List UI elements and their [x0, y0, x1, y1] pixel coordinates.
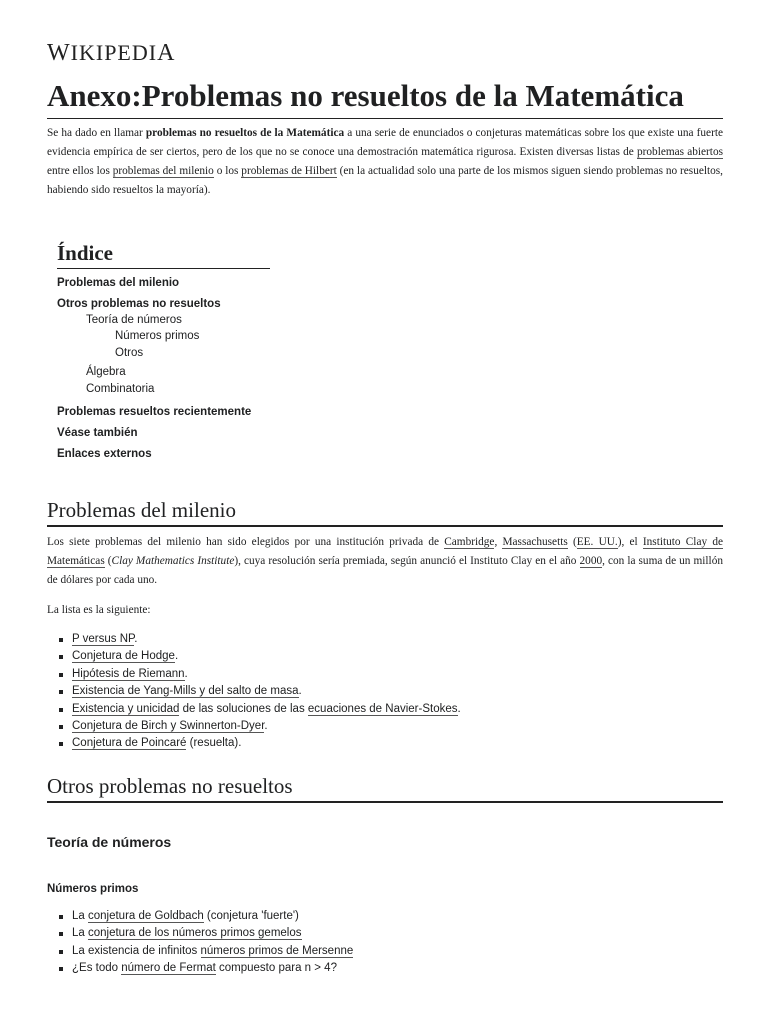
- milenio-text: (: [567, 536, 577, 548]
- toc-item-vease-tambien[interactable]: Véase también: [57, 427, 138, 439]
- list-item: [47, 666, 461, 683]
- logo-letter-a: A: [157, 40, 176, 66]
- list-item: [47, 735, 461, 752]
- bullet-marker: [59, 967, 63, 971]
- milenio-text: , con la suma de un millón de dólares por cada uno.: [47, 555, 723, 586]
- toc-item-resueltos-recientemente[interactable]: Problemas resueltos recientemente: [57, 406, 252, 418]
- bullet-marker: [59, 708, 63, 712]
- bullet-marker: [59, 690, 63, 694]
- list-item-text: La: [72, 927, 88, 940]
- clay-institute-italic: Clay Mathematics Institute: [111, 555, 235, 567]
- intro-text: entre ellos los: [47, 165, 113, 177]
- milenio-list-intro: La lista es la siguiente:: [47, 604, 151, 616]
- bullet-marker: [59, 638, 63, 642]
- list-item-text: (resuelta).: [186, 737, 242, 750]
- list-item: [47, 631, 461, 648]
- page-title: Anexo:Problemas no resueltos de la Matemática: [47, 76, 723, 119]
- milenio-text: (: [104, 555, 112, 567]
- link-numero-de-fermat[interactable]: número de Fermat: [121, 962, 216, 975]
- logo-letters: IKIPEDI: [70, 40, 158, 65]
- intro-text: a una serie de enunciados o conjeturas matemáticas sobre los que existe una fuerte evidencia empírica de ser ciertos, pero de los que no se conoce una demostración matemática rigurosa. Existen diversas listas de: [47, 127, 723, 158]
- bullet-marker: [59, 673, 63, 677]
- link-p-versus-np[interactable]: P versus NP: [72, 633, 135, 645]
- milenio-problem-list: [47, 631, 461, 753]
- logo-letter-w: W: [47, 40, 71, 66]
- wikipedia-logo[interactable]: [47, 40, 175, 67]
- bullet-marker: [59, 655, 63, 659]
- intro-text: (en la actualidad solo una parte de los mismos siguen siendo problemas no resueltos, habiendo sido resueltos la mayoría).: [47, 165, 723, 196]
- list-item-text: .: [457, 702, 461, 715]
- list-item: [47, 648, 461, 665]
- link-2000[interactable]: 2000: [579, 555, 603, 567]
- link-massachusetts[interactable]: Massachusetts: [502, 536, 568, 548]
- link-primos-de-mersenne[interactable]: números primos de Mersenne: [200, 944, 354, 957]
- toc-title: Índice: [57, 240, 270, 269]
- link-conjetura-de-hodge[interactable]: Conjetura de Hodge: [72, 650, 175, 663]
- milenio-paragraph: [47, 533, 723, 590]
- link-birch-swinnerton-dyer[interactable]: Conjetura de Birch y Swinnerton-Dyer: [72, 719, 265, 732]
- list-item: [47, 960, 353, 977]
- link-hipotesis-de-riemann[interactable]: Hipótesis de Riemann: [72, 667, 185, 680]
- list-item-text: de las soluciones de las: [179, 702, 308, 715]
- list-item-text: ¿Es todo: [72, 962, 122, 975]
- link-navier-stokes[interactable]: ecuaciones de Navier-Stokes: [307, 702, 458, 715]
- list-item-text: .: [174, 650, 179, 663]
- list-item-text: .: [184, 667, 188, 680]
- section-heading-milenio: Problemas del milenio: [47, 497, 723, 527]
- link-problemas-de-hilbert[interactable]: problemas de Hilbert: [241, 165, 337, 177]
- toc-item-algebra[interactable]: Álgebra: [86, 366, 126, 378]
- toc-item-enlaces-externos[interactable]: Enlaces externos: [57, 448, 152, 460]
- intro-text: Se ha dado en llamar: [47, 127, 146, 139]
- link-problemas-del-milenio[interactable]: problemas del milenio: [112, 165, 214, 177]
- table-of-contents: [57, 240, 357, 460]
- primes-problem-list: [47, 908, 353, 978]
- intro-text: o los: [213, 165, 242, 177]
- list-item: [47, 908, 353, 925]
- toc-item-otros[interactable]: Otros: [115, 347, 144, 359]
- link-primos-gemelos[interactable]: conjetura de los números primos gemelos: [88, 927, 302, 940]
- subsection-heading-numeros-primos: Números primos: [47, 883, 139, 895]
- list-item-text: compuesto para n > 4?: [215, 962, 337, 975]
- list-item: [47, 925, 353, 942]
- link-existencia-y-unicidad[interactable]: Existencia y unicidad: [72, 702, 180, 715]
- link-yang-mills[interactable]: Existencia de Yang-Mills y del salto de masa: [72, 685, 299, 698]
- milenio-text: ), el: [617, 536, 643, 548]
- list-item: [47, 943, 353, 960]
- toc-item-combinatoria[interactable]: Combinatoria: [86, 383, 155, 395]
- bullet-marker: [59, 915, 63, 919]
- milenio-text: Los siete problemas del milenio han sido elegidos por una institución privada de: [47, 536, 445, 548]
- link-cambridge[interactable]: Cambridge: [444, 536, 495, 548]
- list-item-text: (conjetura 'fuerte'): [203, 910, 299, 922]
- bullet-marker: [59, 932, 63, 936]
- toc-item-numeros-primos[interactable]: Números primos: [115, 330, 200, 342]
- link-conjetura-de-goldbach[interactable]: conjetura de Goldbach: [88, 910, 204, 922]
- list-item: [47, 683, 461, 700]
- milenio-text: ,: [494, 536, 503, 548]
- subsection-heading-teoria-de-numeros: Teoría de números: [47, 834, 172, 850]
- link-problemas-abiertos[interactable]: problemas abiertos: [636, 146, 723, 158]
- link-instituto-clay[interactable]: Instituto Clay de Matemáticas: [47, 536, 723, 567]
- list-item-text: .: [264, 719, 268, 732]
- list-item-text: La existencia de infinitos: [72, 944, 201, 957]
- list-item: [47, 701, 461, 718]
- milenio-text: ), cuya resolución sería premiada, según anunció el Instituto Clay en el año: [234, 555, 580, 567]
- link-ee-uu[interactable]: EE. UU.: [576, 536, 618, 548]
- section-heading-otros: Otros problemas no resueltos: [47, 773, 723, 803]
- intro-paragraph: [47, 124, 723, 200]
- toc-item-problemas-del-milenio[interactable]: Problemas del milenio: [57, 277, 180, 289]
- list-item-text: .: [134, 633, 138, 645]
- bullet-marker: [59, 742, 63, 746]
- intro-bold-term: problemas no resueltos de la Matemática: [145, 127, 345, 139]
- toc-item-otros-problemas[interactable]: Otros problemas no resueltos: [57, 298, 221, 310]
- bullet-marker: [59, 725, 63, 729]
- list-item-text: .: [298, 685, 302, 698]
- list-item: [47, 718, 461, 735]
- list-item-text: La: [72, 910, 88, 922]
- bullet-marker: [59, 950, 63, 954]
- link-conjetura-de-poincare[interactable]: Conjetura de Poincaré: [72, 737, 187, 750]
- toc-item-teoria-de-numeros[interactable]: Teoría de números: [86, 314, 182, 326]
